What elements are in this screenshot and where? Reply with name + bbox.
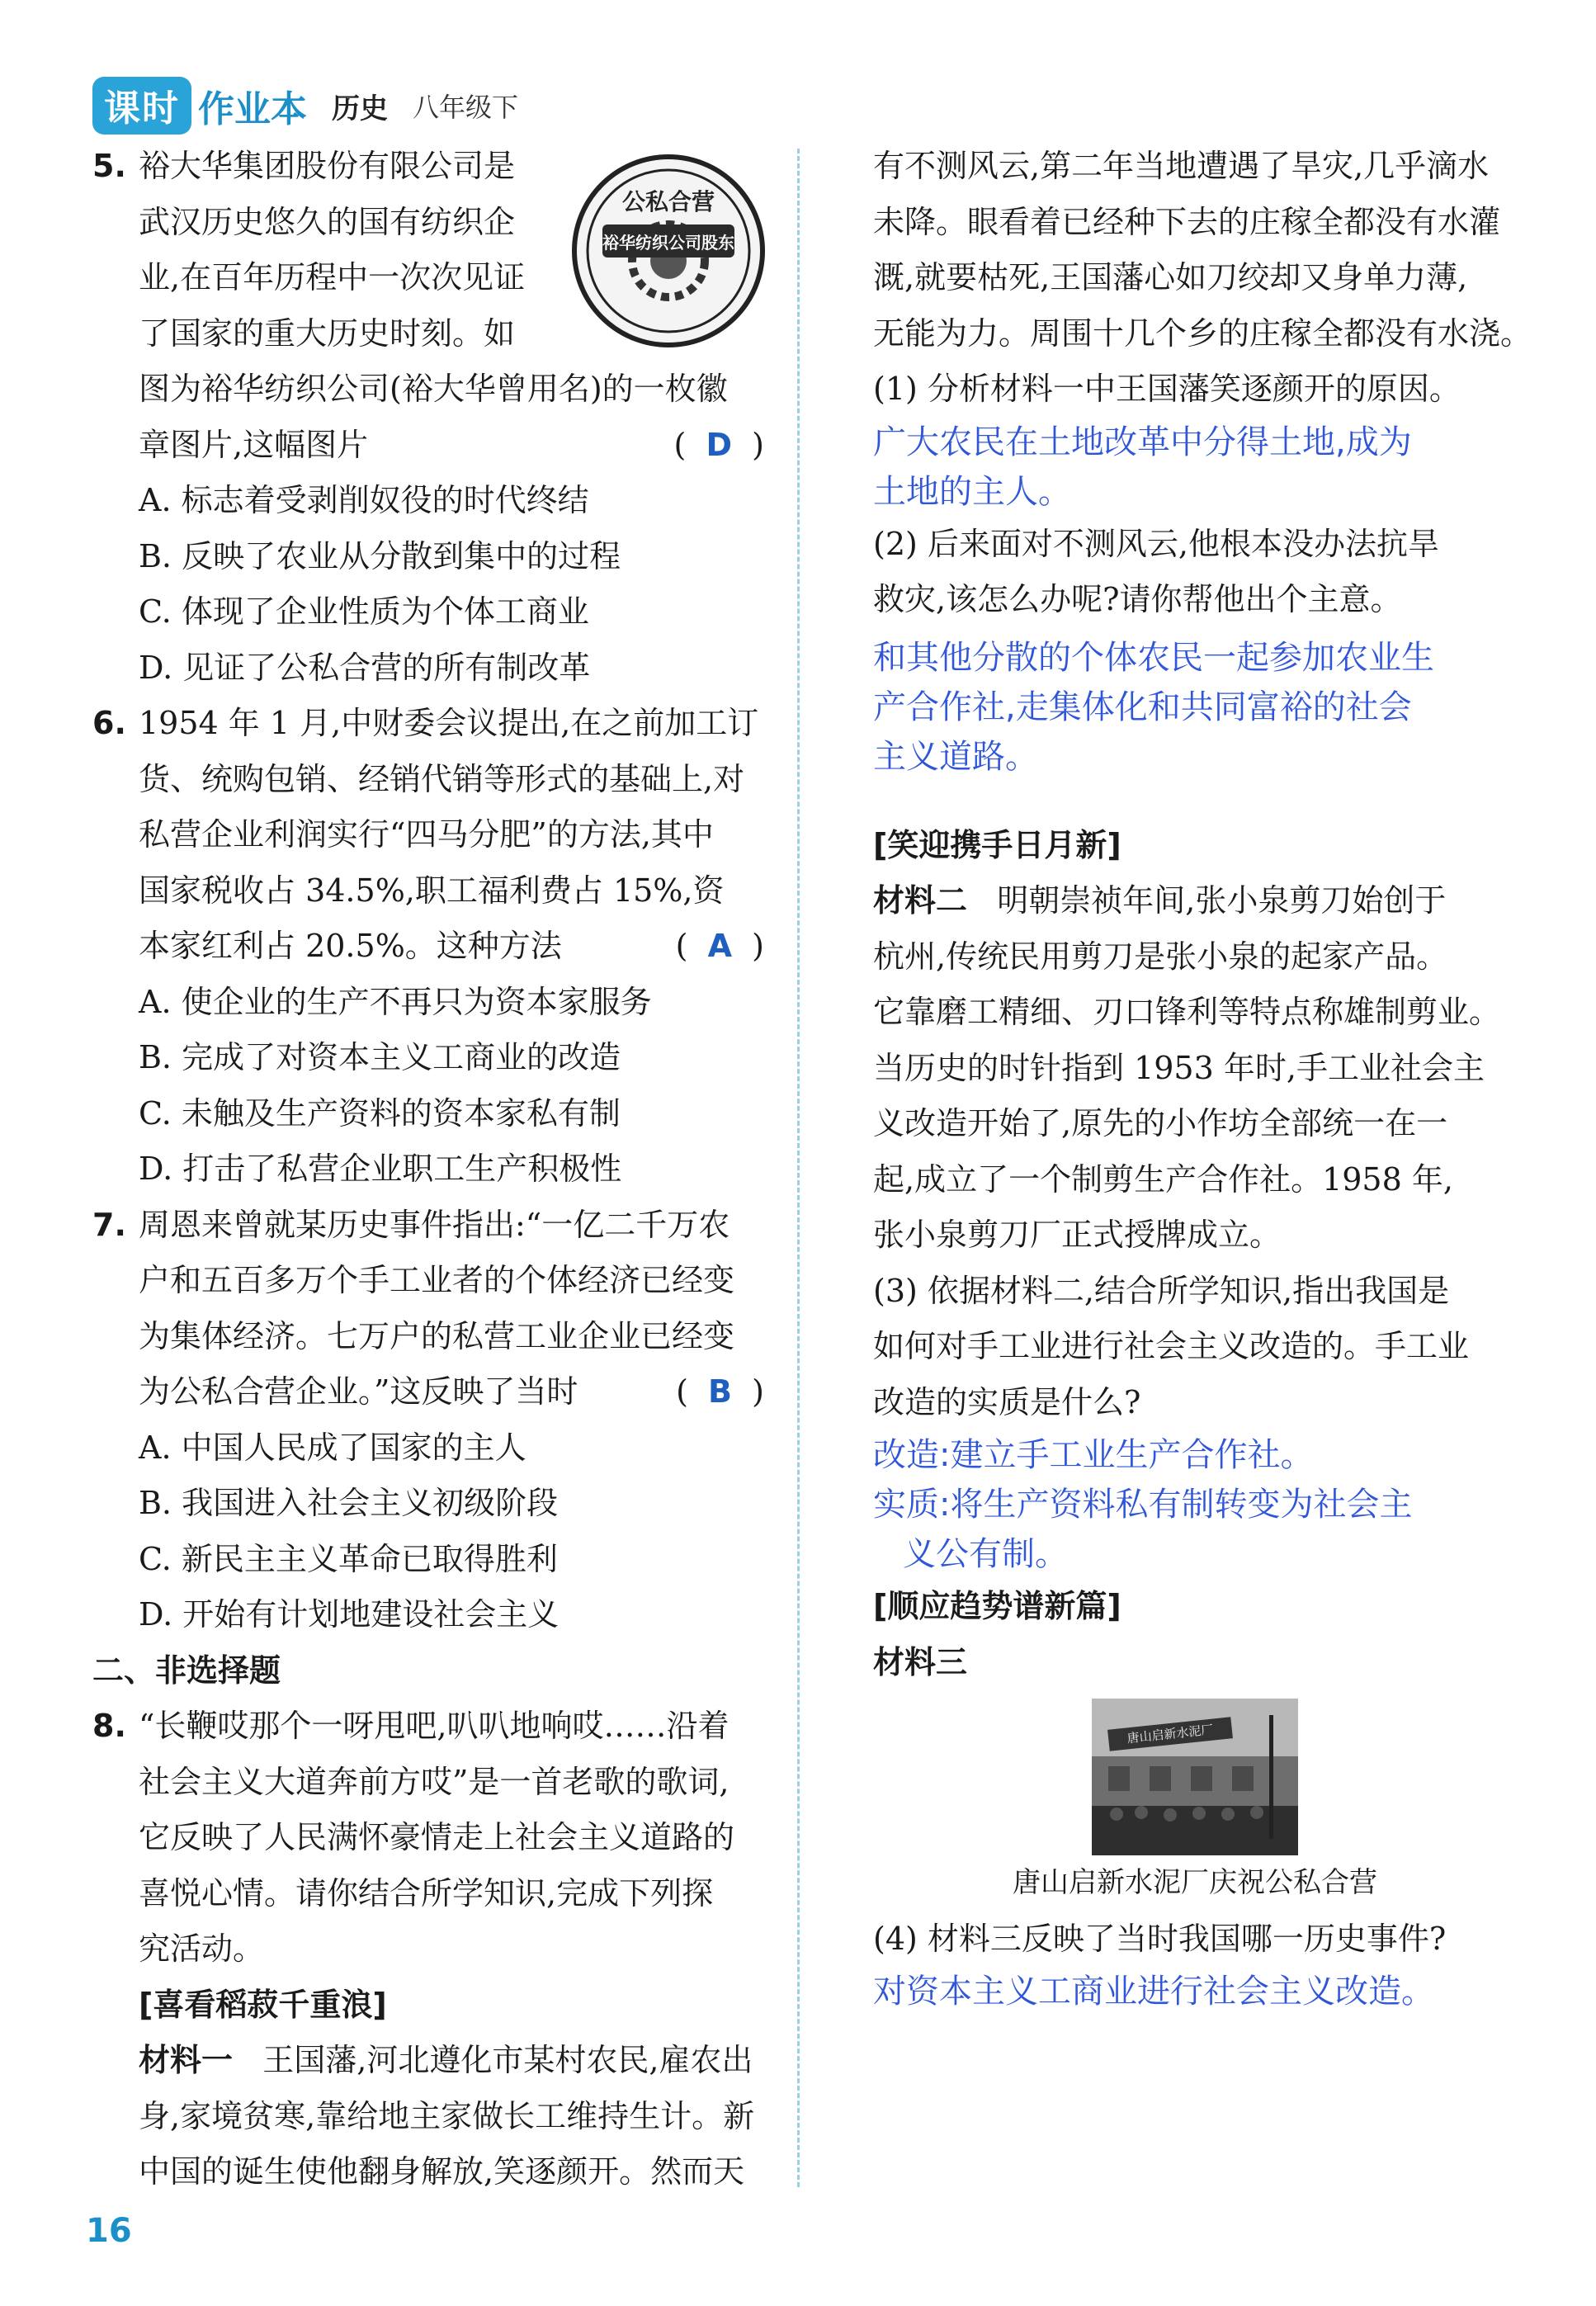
material-text-line: 张小泉剪刀厂正式授牌成立。 — [873, 1217, 1282, 1253]
header-subject: 历史 — [332, 92, 388, 125]
photo-caption: 唐山启新水泥厂庆祝公私合营 — [1013, 1866, 1377, 1899]
subquestion-3-line: 改造的实质是什么? — [873, 1383, 1141, 1420]
option: B. 反映了农业从分散到集中的过程 — [139, 537, 621, 574]
question-6: 6. 1954 年 1 月,中财委会议提出,在之前加工订 货、统购包销、经销代销等形式的基础上,对 私营企业利润实行“四马分肥”的方法,其中 国家税收占 34.5%,职工福利费占 15%,资 本家红利占 20.5%。这种方法 ( A ) A. 使企业的生产不再只为资本家服务 B. 完成了对资本主义工商业的改造 C. 未触及生产资料的资本家私有制 D. 打击了私营企业职工生产积极性 — [92, 696, 769, 1198]
question-number: 5. — [92, 148, 126, 184]
question-text-line: 国家税收占 34.5%,职工福利费占 15%,资 — [139, 872, 725, 909]
book-header — [92, 79, 518, 132]
header-grade: 八年级下 — [413, 92, 519, 123]
option: A. 中国人民成了国家的主人 — [139, 1429, 526, 1466]
option: A. 使企业的生产不再只为资本家服务 — [139, 983, 652, 1020]
question-number: 8. — [92, 1708, 126, 1744]
material-text-line: 身,家境贫寒,靠给地主家做长工维持生计。新 — [139, 2097, 755, 2134]
right-column — [873, 139, 1532, 2016]
photo-sign-text: 唐山启新水泥厂 — [1126, 1722, 1215, 1746]
question-text-line: 周恩来曾就某历史事件指出:“一亿二千万农 — [139, 1206, 730, 1243]
subquestion-4: (4) 材料三反映了当时我国哪一历史事件? — [873, 1920, 1447, 1957]
option: D. 开始有计划地建设社会主义 — [139, 1596, 560, 1633]
question-text-line: 了国家的重大历史时刻。如 — [139, 314, 516, 352]
material-text-line: 溉,就要枯死,王国藩心如刀绞却又身单力薄, — [873, 259, 1468, 295]
brand-logo: 课时 — [92, 77, 191, 135]
column-divider — [797, 149, 800, 2187]
question-text-line: 私营企业利润实行“四马分肥”的方法,其中 — [139, 816, 714, 853]
option: D. 打击了私营企业职工生产积极性 — [139, 1151, 622, 1187]
question-text-line: 它反映了人民满怀豪情走上社会主义道路的 — [139, 1819, 735, 1855]
subquestion-2-line: 救灾,该怎么办呢?请你帮他出个主意。 — [873, 581, 1402, 617]
question-text-line: 业,在百年历程中一次次见证 — [139, 259, 526, 295]
question-text-line: 为公私合营企业。”这反映了当时 — [139, 1373, 578, 1410]
material-label: 材料一 — [139, 2042, 234, 2078]
seal-middle-text: 裕华纺织公司股东 — [602, 233, 734, 253]
handwritten-answer-3: 改造:建立手工业生产合作社。 实质:将生产资料私有制转变为社会主 义公有制。 — [873, 1436, 1413, 1573]
question-number: 6. — [92, 705, 126, 741]
seal-top-text: 公私合营 — [621, 188, 715, 215]
question-text-line: 货、统购包销、经销代销等形式的基础上,对 — [139, 760, 745, 797]
material-text-line: 杭州,传统民用剪刀是张小泉的起家产品。 — [873, 938, 1448, 975]
handwritten-answer-2: 和其他分散的个体农民一起参加农业生 产合作社,走集体化和共同富裕的社会 主义道路。 — [873, 638, 1434, 776]
left-column — [92, 139, 769, 2200]
answer-choice: B — [708, 1373, 733, 1410]
question-5: 5. 裕大华集团股份有限公司是 武汉历史悠久的国有纺织企 业,在百年历程中一次次见证 了国家的重大历史时刻。如 图为裕华纺织公司(裕大华曾用名)的一枚徽 章图片,这幅图片 ( D ) A. 标志着受剥削奴役的时代终结 B. 反映了农业从分散到集中的过程 C. 体现了企业性质为个体工商业 D. 见证了公私合营的所有制改革 — [92, 139, 769, 696]
handwritten-answer-4: 对资本主义工商业进行社会主义改造。 — [873, 1973, 1434, 2011]
factory-photo — [1092, 1699, 1298, 1855]
option: D. 见证了公私合营的所有制改革 — [139, 649, 591, 686]
material-text-line: 义改造开始了,原先的小作坊全部统一在一 — [873, 1105, 1448, 1141]
question-7: 7. 周恩来曾就某历史事件指出:“一亿二千万农 户和五百多万个手工业者的个体经济已经变 为集体经济。七万户的私营工业企业已经变 为公私合营企业。”这反映了当时 ( B ) A. 中国人民成了国家的主人 B. 我国进入社会主义初级阶段 C. 新民主主义革命已取得胜利 D. 开始有计划地建设社会主义 — [92, 1198, 769, 1643]
material-label: 材料三 — [873, 1643, 968, 1680]
material-text-line: 当历史的时针指到 1953 年时,手工业社会主 — [873, 1049, 1485, 1086]
activity-title: [喜看稻菽千重浪] — [139, 1986, 387, 2023]
question-8 — [92, 1699, 769, 2200]
option: B. 完成了对资本主义工商业的改造 — [139, 1039, 621, 1075]
material-text-line: 有不测风云,第二年当地遭遇了旱灾,几乎滴水 — [873, 148, 1490, 184]
subquestion-3-line: (3) 依据材料二,结合所学知识,指出我国是 — [873, 1272, 1450, 1309]
section-heading: 二、非选择题 — [92, 1652, 281, 1689]
material-text-line: 明朝崇祯年间,张小泉剪刀始创于 — [997, 882, 1447, 919]
question-text-line: 裕大华集团股份有限公司是 — [139, 148, 516, 184]
question-text-line: 喜悦心情。请你结合所学知识,完成下列探 — [139, 1874, 714, 1911]
question-text-line: “长鞭哎那个一呀甩吧,叭叭地响哎……沿着 — [139, 1708, 730, 1744]
answer-choice: D — [706, 426, 733, 463]
material-text-line: 未降。眼看着已经种下去的庄稼全都没有水灌 — [873, 203, 1501, 240]
question-text-line: 户和五百多万个手工业者的个体经济已经变 — [139, 1262, 735, 1298]
activity-title: [笑迎携手日月新] — [873, 826, 1121, 863]
material-text-line: 王国藩,河北遵化市某村农民,雇农出 — [262, 2042, 753, 2078]
option: B. 我国进入社会主义初级阶段 — [139, 1485, 559, 1521]
brand-product: 作业本 — [198, 88, 307, 130]
option: C. 新民主主义革命已取得胜利 — [139, 1540, 558, 1577]
question-text-line: 社会主义大道奔前方哎”是一首老歌的歌词, — [139, 1763, 730, 1800]
handwritten-answer-1: 广大农民在土地改革中分得土地,成为 土地的主人。 — [873, 423, 1412, 511]
material-text-line: 它靠磨工精细、刃口锋利等特点称雄制剪业。 — [873, 994, 1501, 1030]
material-text-line: 起,成立了一个制剪生产合作社。1958 年, — [873, 1160, 1453, 1198]
page-number: 16 — [86, 2212, 132, 2250]
subquestion-3-line: 如何对手工业进行社会主义改造的。手工业 — [873, 1328, 1470, 1364]
question-text-line: 究活动。 — [139, 1930, 265, 1967]
answer-choice: A — [707, 928, 733, 964]
material-text-line: 中国的诞生使他翻身解放,笑逐颜开。然而天 — [139, 2153, 745, 2190]
question-text-line: 图为裕华纺织公司(裕大华曾用名)的一枚徽 — [139, 371, 728, 407]
option: C. 未触及生产资料的资本家私有制 — [139, 1094, 621, 1132]
material-text-line: 无能为力。周围十几个乡的庄稼全都没有水浇。 — [873, 314, 1532, 352]
option: A. 标志着受剥削奴役的时代终结 — [139, 482, 589, 518]
option: C. 体现了企业性质为个体工商业 — [139, 593, 589, 630]
question-text-line: 章图片,这幅图片 — [139, 426, 369, 463]
material-label: 材料二 — [873, 882, 968, 919]
question-text-line: 1954 年 1 月,中财委会议提出,在之前加工订 — [139, 705, 759, 741]
question-number: 7. — [92, 1206, 126, 1243]
question-text-line: 为集体经济。七万户的私营工业企业已经变 — [139, 1317, 735, 1354]
subquestion-1: (1) 分析材料一中王国藩笑逐颜开的原因。 — [873, 371, 1461, 407]
question-text-line: 武汉历史悠久的国有纺织企 — [139, 203, 516, 240]
question-text-line: 本家红利占 20.5%。这种方法 — [139, 928, 562, 964]
activity-title: [顺应趋势谱新篇] — [873, 1588, 1121, 1624]
subquestion-2-line: (2) 后来面对不测风云,他根本没办法抗旱 — [873, 525, 1439, 562]
